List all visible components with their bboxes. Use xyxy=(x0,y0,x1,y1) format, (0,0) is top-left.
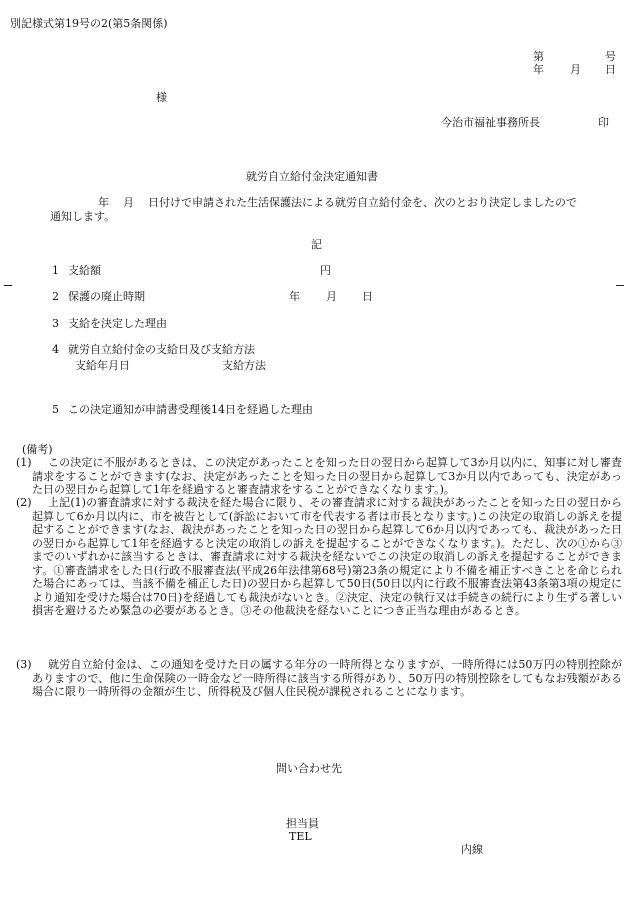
item-number: 2 xyxy=(52,290,59,303)
item-day: 日 xyxy=(362,290,373,303)
contact-person: 担当員 xyxy=(286,817,319,830)
note-number: (2) xyxy=(16,496,32,509)
date-month: 月 xyxy=(570,63,581,76)
item-number: 4 xyxy=(52,343,59,356)
item-label: 保護の廃止時期 xyxy=(68,290,145,303)
tick-left xyxy=(4,285,12,286)
ki-heading: 記 xyxy=(311,238,322,251)
doc-number-go: 号 xyxy=(605,50,616,63)
form-label: 別記様式第19号の2(第5条関係) xyxy=(10,17,168,30)
date-year: 年 xyxy=(533,63,544,76)
item-label: 就労自立給付金の支給日及び支給方法 xyxy=(68,343,255,356)
item-year: 年 xyxy=(289,290,300,303)
note-number: (3) xyxy=(16,658,32,671)
item-sub-date: 支給年月日 xyxy=(75,359,130,372)
item-label: この決定通知が申請書受理後14日を経過した理由 xyxy=(68,403,313,416)
item-label: 支給額 xyxy=(68,264,101,277)
item-number: 3 xyxy=(52,317,59,330)
item-number: 1 xyxy=(52,264,59,277)
item-month: 月 xyxy=(326,290,337,303)
intro-line2: 通知します。 xyxy=(50,210,116,223)
date-day: 日 xyxy=(605,63,616,76)
seal-mark: 印 xyxy=(598,116,609,129)
note-text: 就労自立給付金は、この通知を受けた日の属する年分の一時所得となりますが、一時所得には50万円の特別控除がありますので、他に生命保険の一時金など一時所得に該当する所得があり、50万円の特別控除をしてもなお残額がある場合に限り一時所得の金額が生じ、所得税及び個人住民税が課税されることになります。 xyxy=(32,658,622,698)
contact-heading: 問い合わせ先 xyxy=(276,762,342,775)
intro-rest: 日付けで申請された生活保護法による就労自立給付金を、次のとおり決定しましたので xyxy=(148,196,577,209)
contact-tel: TEL xyxy=(289,830,312,843)
intro-year: 年 xyxy=(98,196,109,209)
item-label: 支給を決定した理由 xyxy=(68,317,167,330)
notes-heading: (備考) xyxy=(22,443,53,456)
tick-right xyxy=(616,285,624,286)
addressee-suffix: 様 xyxy=(156,91,167,104)
document-title: 就労自立給付金決定通知書 xyxy=(246,170,378,183)
doc-number-dai: 第 xyxy=(533,50,544,63)
item-sub-method: 支給方法 xyxy=(222,359,266,372)
item-number: 5 xyxy=(52,403,59,416)
contact-extension: 内線 xyxy=(461,843,483,856)
intro-month: 月 xyxy=(123,196,134,209)
note-text: この決定に不服があるときは、この決定があったことを知った日の翌日から起算して3か月以内に、知事に対し審査請求をすることができます(なお、決定があったことを知った日の翌日から起算して3か月以内であっても、決定があった日の翌日から起算して1年を経過すると審査請求をすることができなくなります。)。 xyxy=(32,456,622,496)
note-number: (1) xyxy=(16,456,32,469)
note-text: 上記(1)の審査請求に対する裁決を経た場合に限り、その審査請求に対する裁決があったことを知った日の翌日から起算して6か月以内に、市を被告として(訴訟において市を代表する者は市長となります。)この決定の取消しの訴えを提起することができます(なお、裁決があったことを知った日の翌日から起算して6か月以内であっても、裁決があった日の翌日から起算して1年を経過すると決定の取消しの訴えを提起することができなくなります。)。ただし、次の①から③までのいずれかに該当するときは、審査請求に対する裁決を経ないでこの決定の取消しの訴えを提起することができます。①審査請求をした日(行政不服審査法(平成26年法律第68号)第23条の規定により不備を補正すべきことを命じられた場合にあっては、当該不備を補正した日)の翌日から起算して50日(50日以内に行政不服審査法第43条第3項の規定により通知を受けた場合は70日)を経過しても裁決がないとき。②決定、決定の執行又は手続きの続行により生ずる著しい損害を避けるため緊急の必要があるとき。③その他裁決を経ないことにつき正当な理由があるとき。 xyxy=(32,496,622,617)
issuer: 今治市福祉事務所長 xyxy=(441,116,540,129)
amount-yen: 円 xyxy=(320,264,331,277)
